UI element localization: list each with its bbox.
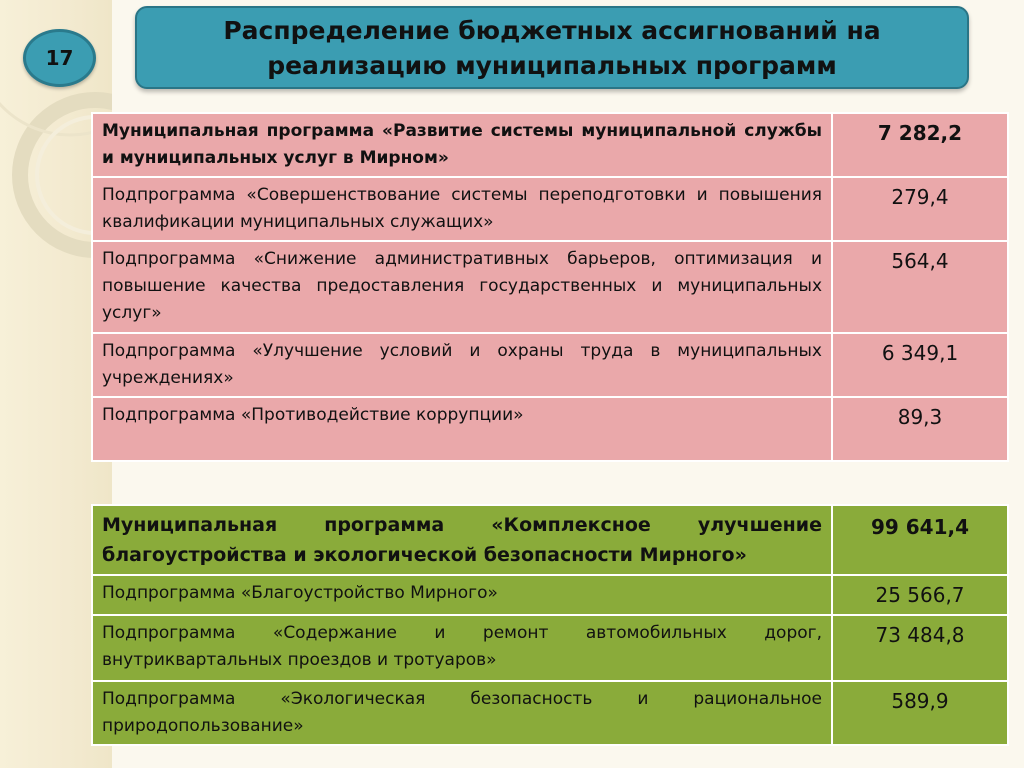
table-row: [92, 615, 1008, 681]
slide-number-badge: 17: [23, 29, 96, 87]
program-amount: 7 282,2: [832, 113, 1008, 177]
table-row: [92, 505, 1008, 575]
subprogram-amount: 73 484,8: [832, 615, 1008, 681]
subprogram-name: Подпрограмма «Снижение административных барьеров, оптимизация и повышение качества предоставления государственных и муниципальных услуг»: [92, 241, 832, 333]
subprogram-amount: 279,4: [832, 177, 1008, 241]
subprogram-amount: 89,3: [832, 397, 1008, 461]
program-table-2: [91, 504, 1009, 746]
program-table-1: [91, 112, 1009, 462]
subprogram-amount: 25 566,7: [832, 575, 1008, 615]
subprogram-name: Подпрограмма «Содержание и ремонт автомобильных дорог, внутриквартальных проездов и тротуаров»: [92, 615, 832, 681]
subprogram-name: Подпрограмма «Благоустройство Мирного»: [92, 575, 832, 615]
table-row: [92, 177, 1008, 241]
table-row: [92, 241, 1008, 333]
subprogram-name: Подпрограмма «Совершенствование системы переподготовки и повышения квалификации муниципальных служащих»: [92, 177, 832, 241]
subprogram-name: Подпрограмма «Экологическая безопасность и рациональное природопользование»: [92, 681, 832, 745]
subprogram-amount: 564,4: [832, 241, 1008, 333]
program-name: Муниципальная программа «Комплексное улучшение благоустройства и экологической безопасности Мирного»: [92, 505, 832, 575]
table-row: [92, 397, 1008, 461]
table-row: [92, 113, 1008, 177]
table-row: [92, 575, 1008, 615]
subprogram-amount: 589,9: [832, 681, 1008, 745]
subprogram-amount: 6 349,1: [832, 333, 1008, 397]
table-row: [92, 681, 1008, 745]
program-amount: 99 641,4: [832, 505, 1008, 575]
program-name: Муниципальная программа «Развитие системы муниципальной службы и муниципальных услуг в Мирном»: [92, 113, 832, 177]
subprogram-name: Подпрограмма «Улучшение условий и охраны труда в муниципальных учреждениях»: [92, 333, 832, 397]
table-row: [92, 333, 1008, 397]
title-line-2: реализацию муниципальных программ: [267, 50, 837, 80]
page-title: [135, 6, 969, 89]
title-line-1: Распределение бюджетных ассигнований на: [223, 15, 881, 45]
subprogram-name: Подпрограмма «Противодействие коррупции»: [92, 397, 832, 461]
